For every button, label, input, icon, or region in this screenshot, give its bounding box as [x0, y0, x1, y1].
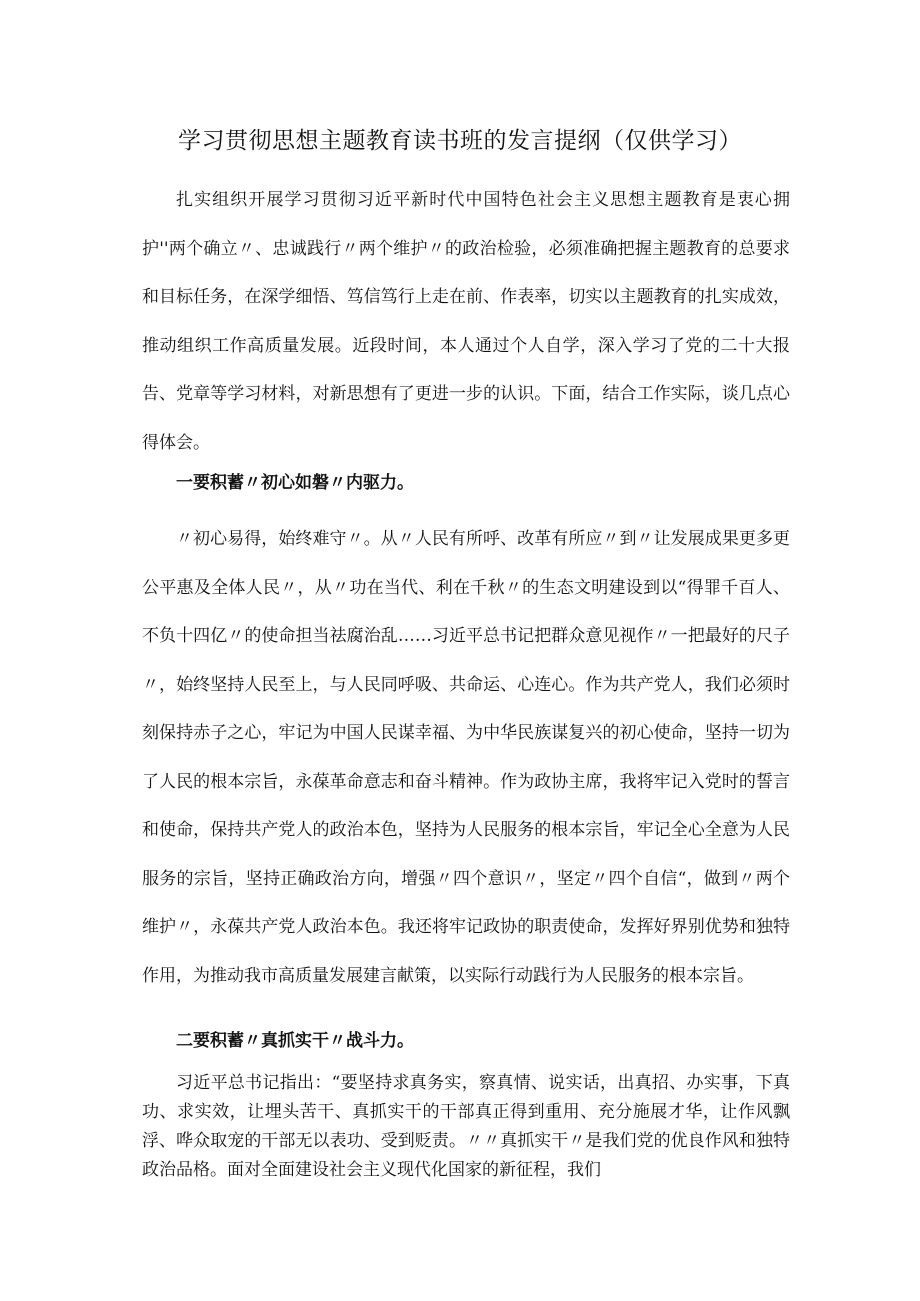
section-2-heading: 二要积蓄〃真抓实干〃战斗力。 — [176, 1031, 414, 1051]
section-2-paragraph: 习近平总书记指出：“要坚持求真务实，察真情、说实话，出真招、办实事，下真功、求实效，让埋头苦干、真抓实干的干部真正得到重用、充分施展才华，让作风飘浮、哗众取宠的干部无以表功、受到贬责。〃〃真抓实干〃是我们党的优良作风和独特政治品格。面对全面建设社会主义现代化国家的新征程，我们 — [142, 1073, 790, 1180]
document-title: 学习贯彻思想主题教育读书班的发言提纲（仅供学习） — [178, 128, 742, 154]
section-1-heading: 一要积蓄〃初心如磐〃内驱力。 — [176, 473, 414, 493]
intro-paragraph: 扎实组织开展学习贯彻习近平新时代中国特色社会主义思想主题教育是衷心拥护''两个确立〃、忠诚践行〃两个维护〃的政治检验，必须准确把握主题教育的总要求和目标任务，在深学细悟、笃信笃行上走在前、作表率，切实以主题教育的扎实成效，推动组织工作高质量发展。近段时间，本人通过个人自学，深入学习了党的二十大报告、党章等学习材料，对新思想有了更进一步的认识。下面，结合工作实际，谈几点心得体会。 — [142, 190, 790, 453]
section-1-paragraph: 〃初心易得，始终难守〃。从〃人民有所呼、改革有所应〃到〃让发展成果更多更公平惠及全体人民〃，从〃功在当代、利在千秋〃的生态文明建设到以“得罪千百人、不负十四亿〃的使命担当祛腐治乱……习近平总书记把群众意见视作〃一把最好的尺子〃，始终坚持人民至上，与人民同呼吸、共命运、心连心。作为共产党人，我们必须时刻保持赤子之心，牢记为中国人民谋幸福、为中华民族谋复兴的初心使命，坚持一切为了人民的根本宗旨，永葆革命意志和奋斗精神。作为政协主席，我将牢记入党时的誓言和使命，保持共产党人的政治本色，坚持为人民服务的根本宗旨，牢记全心全意为人民服务的宗旨，坚持正确政治方向，增强〃四个意识〃，坚定〃四个自信“，做到〃两个维护〃，永葆共产党人政治本色。我还将牢记政协的职责使命，发挥好界别优势和独特作用，为推动我市高质量发展建言献策，以实际行动践行为人民服务的根本宗旨。 — [142, 529, 790, 986]
